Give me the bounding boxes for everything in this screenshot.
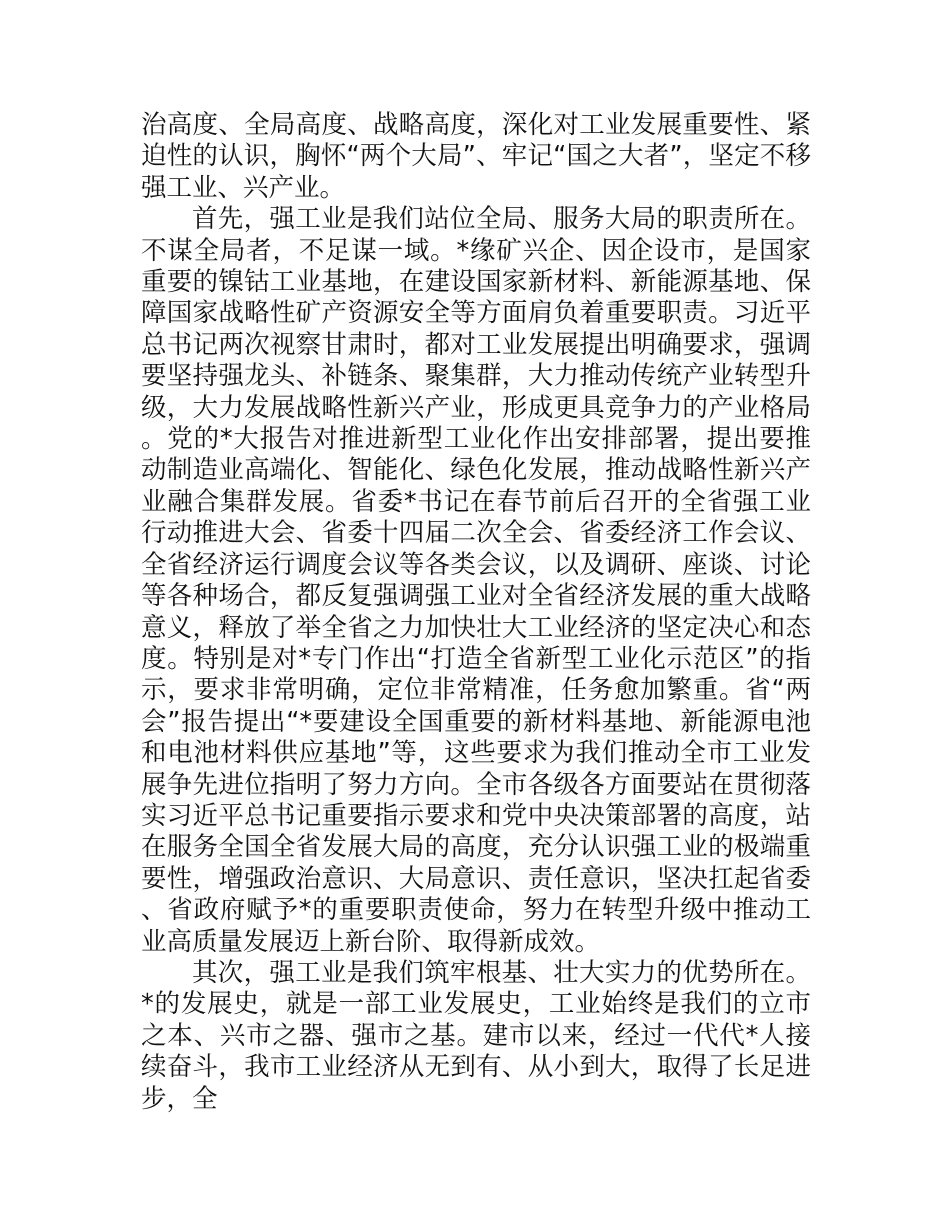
paragraph-first-point: 首先，强工业是我们站位全局、服务大局的职责所在。不谋全局者，不足谋一域。*缘矿兴企、因企设市，是国家重要的镍钴工业基地，在建设国家新材料、新能源基地、保障国家战略性矿产资源安全等方面肩负着重要职责。习近平总书记两次视察甘肃时，都对工业发展提出明确要求，强调要坚持强龙头、补链条、聚集群，大力推动传统产业转型升级，大力发展战略性新兴产业，形成更具竞争力的产业格局。党的*大报告对推进新型工业化作出安排部署，提出要推动制造业高端化、智能化、绿色化发展，推动战略性新兴产业融合集群发展。省委*书记在春节前后召开的全省强工业行动推进大会、省委十四届二次全会、省委经济工作会议、全省经济运行调度会议等各类会议，以及调研、座谈、讨论等各种场合，都反复强调强工业对全省经济发展的重大战略意义，释放了举全省之力加快壮大工业经济的坚定决心和态度。特别是对*专门作出“打造全省新型工业化示范区”的指示，要求非常明确，定位非常精准，任务愈加繁重。省“两会”报告提出“*要建设全国重要的新材料基地、新能源电池和电池材料供应基地”等，这些要求为我们推动全市工业发展争先进位指明了努力方向。全市各级各方面要站在贯彻落实习近平总书记重要指示要求和党中央决策部署的高度，站在服务全国全省发展大局的高度，充分认识强工业的极端重要性，增强政治意识、大局意识、责任意识，坚决扛起省委、省政府赋予*的重要职责使命，努力在转型升级中推动工业高质量发展迈上新台阶、取得新成效。 <box>141 204 811 957</box>
document-body <box>141 110 811 1115</box>
paragraph-second-point: 其次，强工业是我们筑牢根基、壮大实力的优势所在。*的发展史，就是一部工业发展史，工业始终是我们的立市之本、兴市之器、强市之基。建市以来，经过一代代*人接续奋斗，我市工业经济从无到有、从小到大，取得了长足进步，全 <box>141 957 811 1114</box>
paragraph-continuation: 治高度、全局高度、战略高度，深化对工业发展重要性、紧迫性的认识，胸怀“两个大局”、牢记“国之大者”，坚定不移强工业、兴产业。 <box>141 110 811 203</box>
